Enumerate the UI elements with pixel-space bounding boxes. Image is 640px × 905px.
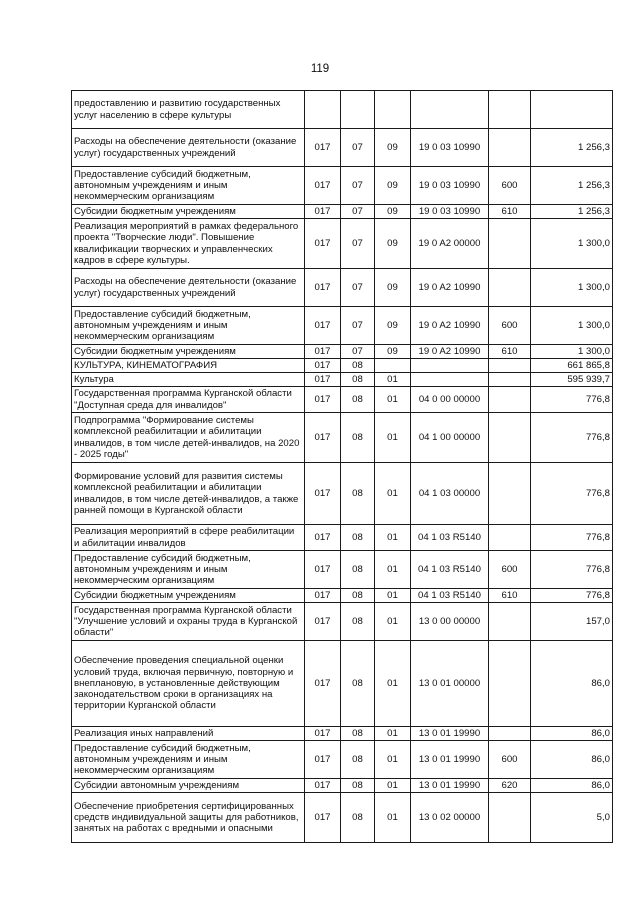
cell-amount: 776,8 xyxy=(531,413,613,463)
cell-section: 08 xyxy=(341,359,375,373)
cell-name: Расходы на обеспечение деятельности (оказание услуг) государственных учреждений xyxy=(72,269,305,307)
cell-section: 08 xyxy=(341,373,375,387)
cell-name: Субсидии бюджетным учреждениям xyxy=(72,589,305,603)
page-number: 119 xyxy=(310,63,330,75)
cell-target-article: 13 0 00 00000 xyxy=(411,603,489,641)
table-row xyxy=(72,551,613,589)
table-row xyxy=(72,413,613,463)
cell-subsection: 01 xyxy=(375,551,411,589)
table-row xyxy=(72,345,613,359)
table-row xyxy=(72,373,613,387)
table-row xyxy=(72,359,613,373)
cell-name: Расходы на обеспечение деятельности (оказание услуг) государственных учреждений xyxy=(72,129,305,167)
cell-expense-type: 600 xyxy=(489,307,531,345)
cell-subsection: 01 xyxy=(375,641,411,727)
cell-ministry: 017 xyxy=(305,205,341,219)
cell-amount: 86,0 xyxy=(531,641,613,727)
cell-ministry: 017 xyxy=(305,741,341,779)
table-row xyxy=(72,779,613,793)
cell-subsection: 09 xyxy=(375,219,411,269)
cell-amount: 595 939,7 xyxy=(531,373,613,387)
cell-name: Государственная программа Курганской области "Улучшение условий и охраны труда в Курганской области" xyxy=(72,603,305,641)
cell-ministry: 017 xyxy=(305,129,341,167)
cell-target-article: 04 1 03 R5140 xyxy=(411,551,489,589)
cell-ministry: 017 xyxy=(305,269,341,307)
cell-target-article: 13 0 01 00000 xyxy=(411,641,489,727)
cell-ministry: 017 xyxy=(305,551,341,589)
cell-amount: 776,8 xyxy=(531,387,613,413)
cell-target-article: 19 0 03 10990 xyxy=(411,167,489,205)
cell-amount: 1 256,3 xyxy=(531,205,613,219)
table-row xyxy=(72,269,613,307)
cell-section: 08 xyxy=(341,779,375,793)
cell-name: Предоставление субсидий бюджетным, автономным учреждениям и иным некоммерческим организациям xyxy=(72,307,305,345)
cell-expense-type: 600 xyxy=(489,551,531,589)
cell-name: Обеспечение приобретения сертифицированных средств индивидуальной защиты для работников, занятых на работах с вредными и опасными xyxy=(72,793,305,843)
cell-expense-type xyxy=(489,525,531,551)
budget-table-body xyxy=(72,91,613,843)
cell-expense-type xyxy=(489,387,531,413)
cell-amount xyxy=(531,91,613,129)
cell-section: 08 xyxy=(341,525,375,551)
cell-target-article: 13 0 01 19990 xyxy=(411,779,489,793)
cell-subsection: 01 xyxy=(375,413,411,463)
cell-ministry: 017 xyxy=(305,345,341,359)
cell-subsection: 01 xyxy=(375,373,411,387)
table-row xyxy=(72,589,613,603)
cell-subsection: 09 xyxy=(375,269,411,307)
cell-amount: 1 300,0 xyxy=(531,307,613,345)
cell-section: 08 xyxy=(341,741,375,779)
cell-name: Субсидии бюджетным учреждениям xyxy=(72,205,305,219)
cell-amount: 776,8 xyxy=(531,463,613,525)
cell-expense-type xyxy=(489,373,531,387)
cell-target-article xyxy=(411,373,489,387)
cell-section: 07 xyxy=(341,269,375,307)
cell-expense-type xyxy=(489,413,531,463)
cell-expense-type xyxy=(489,219,531,269)
cell-target-article: 13 0 01 19990 xyxy=(411,727,489,741)
cell-ministry: 017 xyxy=(305,359,341,373)
cell-subsection: 09 xyxy=(375,307,411,345)
cell-amount: 5,0 xyxy=(531,793,613,843)
cell-section: 08 xyxy=(341,413,375,463)
cell-amount: 86,0 xyxy=(531,741,613,779)
cell-subsection: 01 xyxy=(375,727,411,741)
cell-name: Реализация мероприятий в сфере реабилитации и абилитации инвалидов xyxy=(72,525,305,551)
cell-subsection: 01 xyxy=(375,387,411,413)
cell-subsection: 01 xyxy=(375,603,411,641)
cell-ministry: 017 xyxy=(305,387,341,413)
cell-target-article: 13 0 02 00000 xyxy=(411,793,489,843)
cell-subsection xyxy=(375,359,411,373)
table-row xyxy=(72,307,613,345)
cell-name: Субсидии автономным учреждениям xyxy=(72,779,305,793)
cell-ministry: 017 xyxy=(305,525,341,551)
cell-subsection: 09 xyxy=(375,129,411,167)
cell-target-article: 13 0 01 19990 xyxy=(411,741,489,779)
cell-amount: 86,0 xyxy=(531,779,613,793)
cell-name: предоставлению и развитию государственных услуг населению в сфере культуры xyxy=(72,91,305,129)
cell-amount: 86,0 xyxy=(531,727,613,741)
cell-ministry: 017 xyxy=(305,413,341,463)
table-row xyxy=(72,129,613,167)
cell-expense-type xyxy=(489,91,531,129)
cell-section: 08 xyxy=(341,641,375,727)
cell-subsection: 01 xyxy=(375,589,411,603)
cell-expense-type: 600 xyxy=(489,741,531,779)
cell-section: 07 xyxy=(341,345,375,359)
cell-expense-type xyxy=(489,269,531,307)
cell-subsection: 01 xyxy=(375,793,411,843)
cell-name: Субсидии бюджетным учреждениям xyxy=(72,345,305,359)
cell-subsection xyxy=(375,91,411,129)
cell-name: Реализация иных направлений xyxy=(72,727,305,741)
cell-amount: 1 300,0 xyxy=(531,269,613,307)
cell-target-article: 04 1 00 00000 xyxy=(411,413,489,463)
table-row xyxy=(72,387,613,413)
cell-target-article: 19 0 A2 10990 xyxy=(411,345,489,359)
cell-section: 08 xyxy=(341,589,375,603)
cell-expense-type xyxy=(489,727,531,741)
cell-section: 08 xyxy=(341,727,375,741)
cell-expense-type xyxy=(489,793,531,843)
cell-expense-type xyxy=(489,129,531,167)
cell-expense-type: 610 xyxy=(489,589,531,603)
cell-amount: 776,8 xyxy=(531,525,613,551)
cell-section: 07 xyxy=(341,205,375,219)
cell-ministry: 017 xyxy=(305,589,341,603)
cell-section: 08 xyxy=(341,463,375,525)
cell-name: Предоставление субсидий бюджетным, автономным учреждениям и иным некоммерческим организациям xyxy=(72,551,305,589)
cell-subsection: 01 xyxy=(375,779,411,793)
cell-ministry: 017 xyxy=(305,373,341,387)
cell-expense-type: 610 xyxy=(489,345,531,359)
cell-expense-type: 620 xyxy=(489,779,531,793)
table-row xyxy=(72,91,613,129)
cell-target-article: 19 0 A2 10990 xyxy=(411,307,489,345)
cell-ministry: 017 xyxy=(305,793,341,843)
cell-ministry: 017 xyxy=(305,463,341,525)
cell-expense-type xyxy=(489,603,531,641)
cell-name: Подпрограмма "Формирование системы комплексной реабилитации и абилитации инвалидов, в том числе детей-инвалидов, на 2020 - 2025 годы" xyxy=(72,413,305,463)
table-row xyxy=(72,525,613,551)
cell-section: 07 xyxy=(341,219,375,269)
cell-target-article: 19 0 A2 10990 xyxy=(411,269,489,307)
cell-subsection: 01 xyxy=(375,525,411,551)
table-row xyxy=(72,603,613,641)
cell-expense-type: 610 xyxy=(489,205,531,219)
cell-ministry: 017 xyxy=(305,603,341,641)
cell-amount: 661 865,8 xyxy=(531,359,613,373)
cell-section: 08 xyxy=(341,551,375,589)
cell-name: Реализация мероприятий в рамках федерального проекта "Творческие люди". Повышение квалификации творческих и управленческих кадров в сфере культуры. xyxy=(72,219,305,269)
cell-subsection: 09 xyxy=(375,345,411,359)
cell-target-article xyxy=(411,359,489,373)
cell-ministry xyxy=(305,91,341,129)
cell-subsection: 01 xyxy=(375,463,411,525)
cell-name: Формирование условий для развития системы комплексной реабилитации и абилитации инвалидов, в том числе детей-инвалидов, а также ранней помощи в Курганской области xyxy=(72,463,305,525)
cell-section xyxy=(341,91,375,129)
cell-section: 08 xyxy=(341,603,375,641)
cell-name: Государственная программа Курганской области "Доступная среда для инвалидов" xyxy=(72,387,305,413)
cell-amount: 776,8 xyxy=(531,551,613,589)
cell-section: 08 xyxy=(341,793,375,843)
cell-target-article: 04 1 03 R5140 xyxy=(411,589,489,603)
cell-section: 08 xyxy=(341,387,375,413)
cell-amount: 1 256,3 xyxy=(531,167,613,205)
cell-target-article: 19 0 A2 00000 xyxy=(411,219,489,269)
table-row xyxy=(72,219,613,269)
cell-amount: 1 300,0 xyxy=(531,219,613,269)
cell-amount: 776,8 xyxy=(531,589,613,603)
cell-amount: 157,0 xyxy=(531,603,613,641)
budget-table xyxy=(71,90,613,843)
cell-subsection: 01 xyxy=(375,741,411,779)
cell-name: КУЛЬТУРА, КИНЕМАТОГРАФИЯ xyxy=(72,359,305,373)
cell-amount: 1 300,0 xyxy=(531,345,613,359)
cell-expense-type xyxy=(489,463,531,525)
cell-target-article: 04 0 00 00000 xyxy=(411,387,489,413)
table-row xyxy=(72,463,613,525)
cell-ministry: 017 xyxy=(305,167,341,205)
cell-name: Обеспечение проведения специальной оценки условий труда, включая первичную, повторную и внеплановую, в установленные действующим законодательством сроки в организациях на территории Курганской области xyxy=(72,641,305,727)
table-row xyxy=(72,727,613,741)
cell-target-article: 19 0 03 10990 xyxy=(411,129,489,167)
cell-ministry: 017 xyxy=(305,727,341,741)
cell-ministry: 017 xyxy=(305,779,341,793)
cell-name: Культура xyxy=(72,373,305,387)
cell-section: 07 xyxy=(341,307,375,345)
cell-name: Предоставление субсидий бюджетным, автономным учреждениям и иным некоммерческим организациям xyxy=(72,167,305,205)
cell-expense-type: 600 xyxy=(489,167,531,205)
cell-ministry: 017 xyxy=(305,641,341,727)
cell-subsection: 09 xyxy=(375,205,411,219)
cell-ministry: 017 xyxy=(305,219,341,269)
cell-target-article xyxy=(411,91,489,129)
cell-ministry: 017 xyxy=(305,307,341,345)
cell-amount: 1 256,3 xyxy=(531,129,613,167)
cell-target-article: 04 1 03 R5140 xyxy=(411,525,489,551)
table-row xyxy=(72,167,613,205)
cell-expense-type xyxy=(489,641,531,727)
cell-target-article: 19 0 03 10990 xyxy=(411,205,489,219)
table-row xyxy=(72,641,613,727)
cell-target-article: 04 1 03 00000 xyxy=(411,463,489,525)
cell-section: 07 xyxy=(341,129,375,167)
cell-section: 07 xyxy=(341,167,375,205)
table-row xyxy=(72,205,613,219)
table-row xyxy=(72,741,613,779)
cell-name: Предоставление субсидий бюджетным, автономным учреждениям и иным некоммерческим организациям xyxy=(72,741,305,779)
cell-expense-type xyxy=(489,359,531,373)
cell-subsection: 09 xyxy=(375,167,411,205)
table-row xyxy=(72,793,613,843)
